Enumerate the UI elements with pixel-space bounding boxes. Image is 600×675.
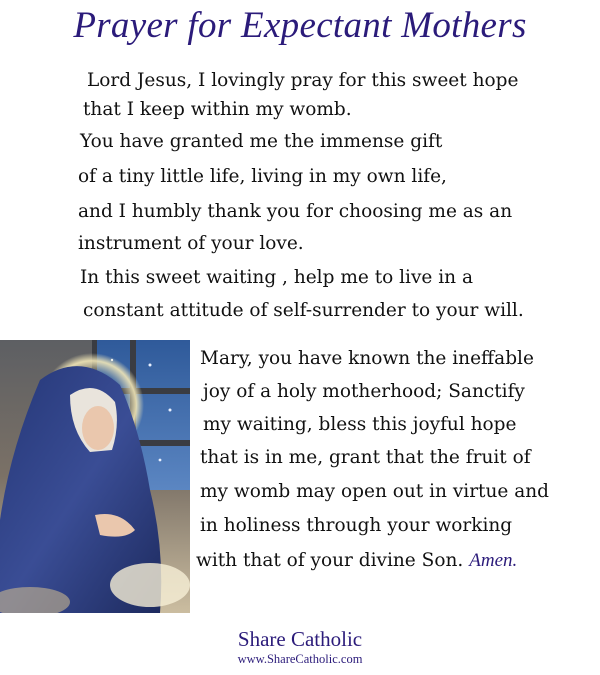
footer-brand-name: Share Catholic: [237, 627, 363, 651]
prayer-line-3: You have granted me the immense gift: [80, 131, 443, 152]
prayer-line-6: instrument of your love.: [78, 233, 304, 254]
prayer-line-2: that I keep within my womb.: [83, 99, 352, 120]
prayer-line-1: Lord Jesus, I lovingly pray for this sweet hope: [87, 70, 519, 91]
amen-signoff: Amen.: [469, 550, 518, 571]
footer-website-url[interactable]: www.ShareCatholic.com: [237, 652, 363, 666]
prayer-line-7: In this sweet waiting , help me to live in a: [80, 267, 473, 288]
prayer-line-9: Mary, you have known the ineffable: [200, 348, 534, 369]
prayer-line-15-text: with that of your divine Son.: [196, 550, 464, 571]
prayer-line-15: [196, 550, 517, 572]
prayer-line-10: joy of a holy motherhood; Sanctify: [203, 381, 525, 402]
prayer-line-12: that is in me, grant that the fruit of: [200, 447, 531, 468]
prayer-line-4: of a tiny little life, living in my own life,: [78, 166, 447, 187]
prayer-title: Prayer for Expectant Mothers: [73, 5, 527, 46]
prayer-line-5: and I humbly thank you for choosing me as an: [78, 201, 513, 222]
prayer-line-14: in holiness through your working: [200, 515, 513, 536]
prayer-line-13: my womb may open out in virtue and: [200, 481, 549, 502]
prayer-line-8: constant attitude of self-surrender to your will.: [83, 300, 524, 321]
mary-illustration: [0, 340, 190, 613]
prayer-line-11: my waiting, bless this joyful hope: [203, 414, 517, 435]
